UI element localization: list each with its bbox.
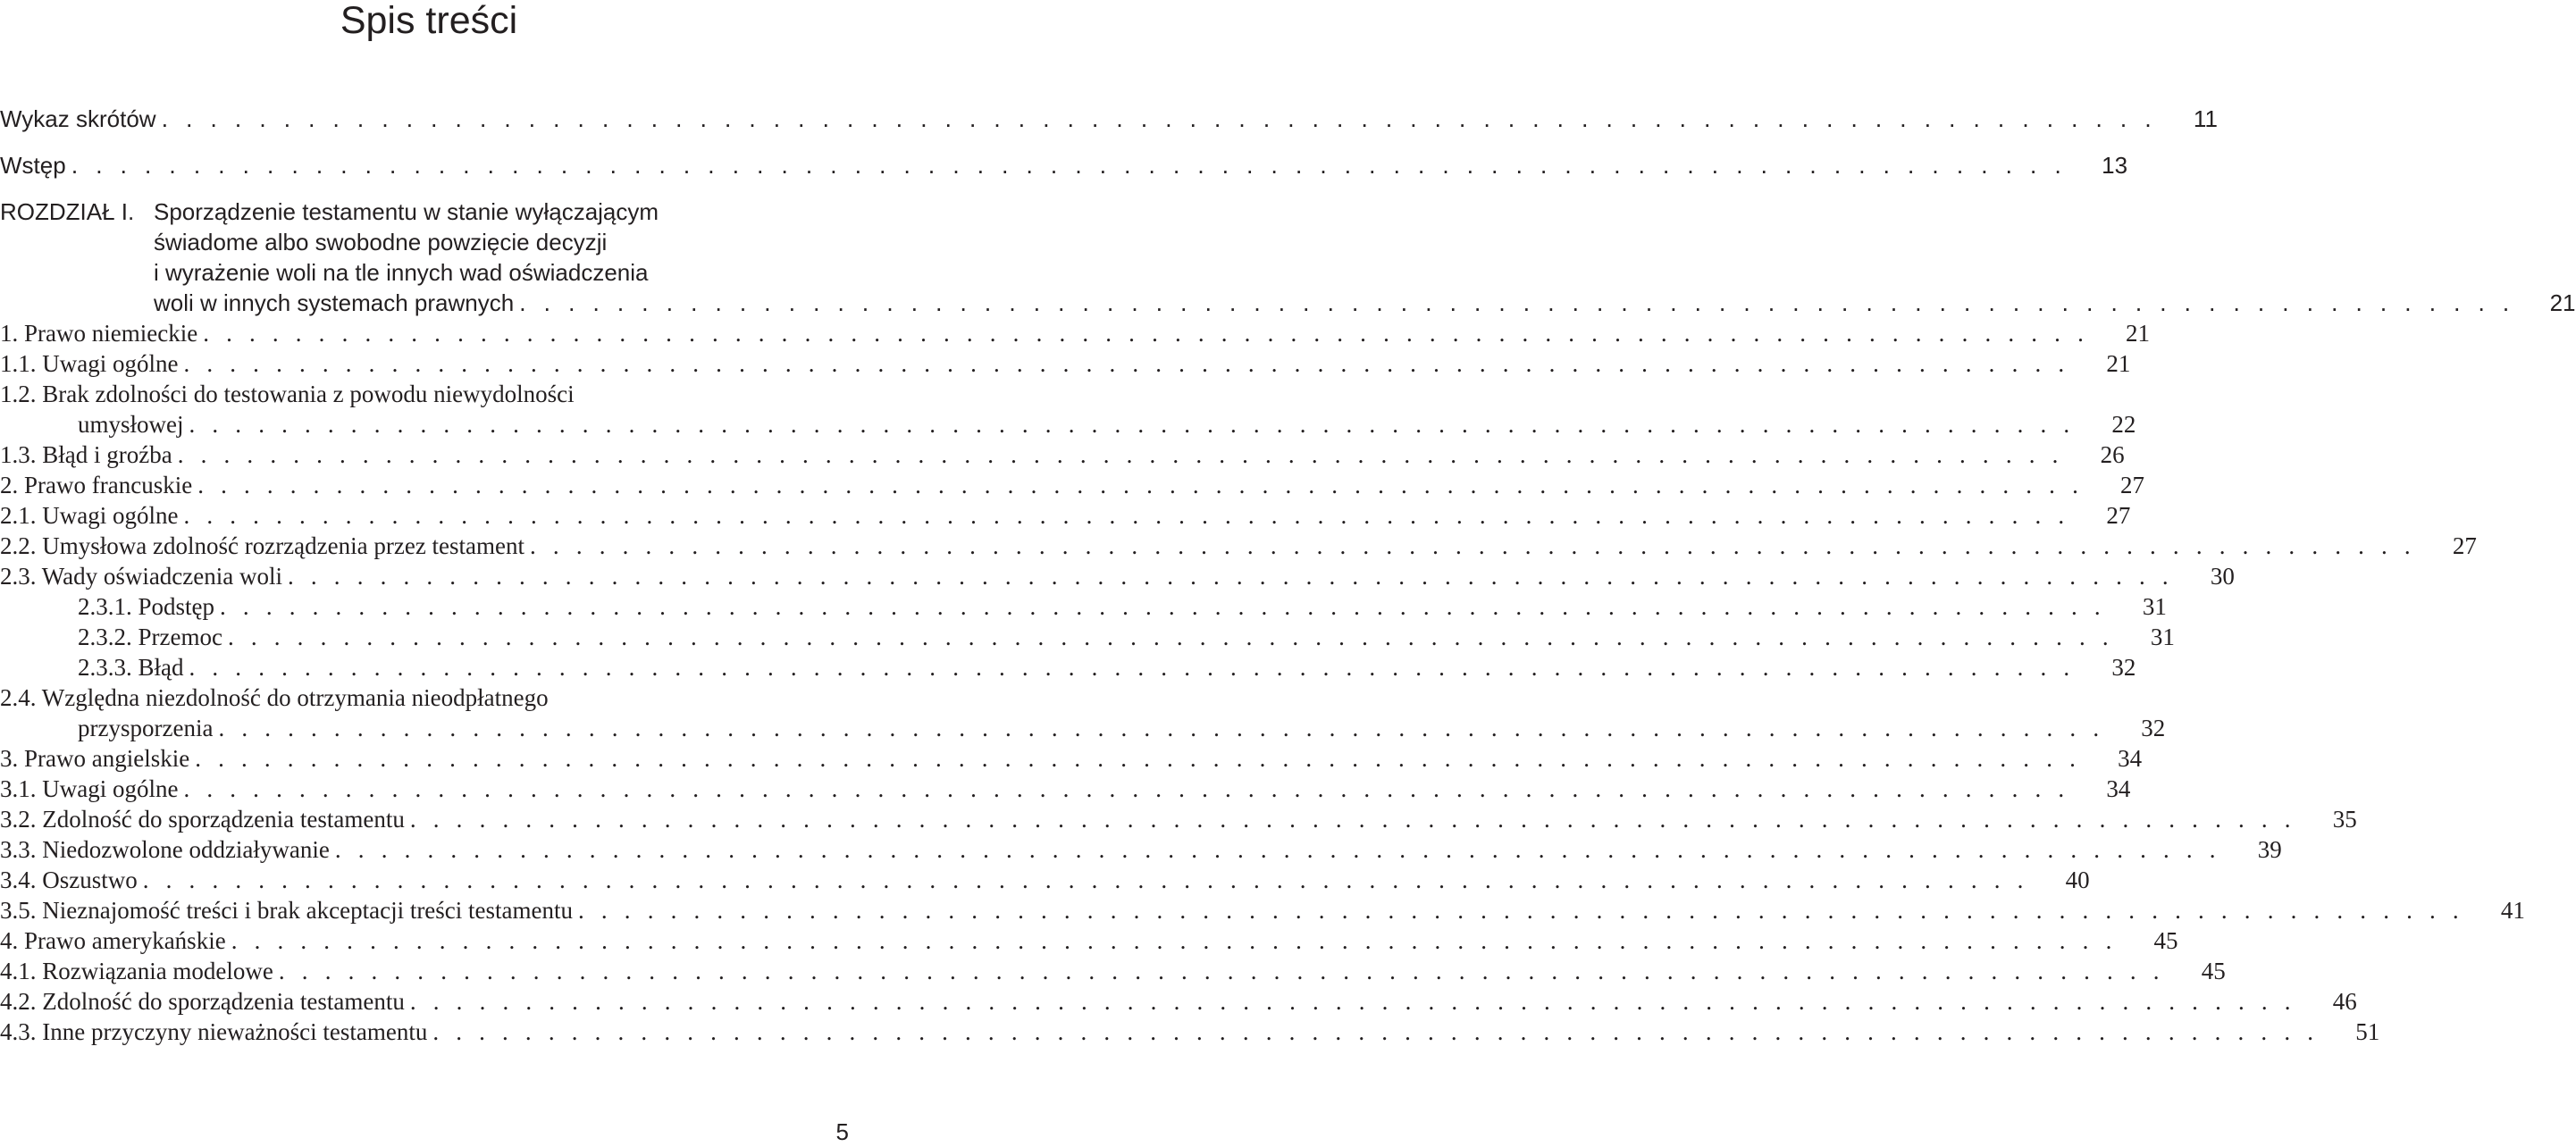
dot-leader: . . . . . . . . . . . . . . . . . . . . . . . . . . . . . . . . . . . . . . . . . . . . . . . . . . . . . . . . . . . . . . . . . . . . . . . . . . . . . . . . . . [142, 867, 2029, 893]
toc-entry-label: 1.2. Brak zdolności do testowania z powodu niewydolności [0, 381, 575, 407]
toc-entry-page: 39 [2257, 836, 2282, 863]
dot-leader: . . . . . . . . . . . . . . . . . . . . . . . . . . . . . . . . . . . . . . . . . . . . . . . . . . . . . . . . . . . . . . . . . . . . . . . . . . . . . . . . . . [189, 411, 2076, 438]
toc-entry-page: 46 [2332, 988, 2357, 1015]
toc-entry-label: 2.3.3. Błąd [78, 654, 184, 681]
toc-entry[interactable] [0, 561, 2235, 591]
toc-entry-label: 1. Prawo niemieckie [0, 320, 198, 347]
dot-leader: . . . . . . . . . . . . . . . . . . . . . . . . . . . . . . . . . . . . . . . . . . . . . . . . . . . . . . . . . . . . . . . . . . . . . . . . . . . . . . . . . . [183, 502, 2070, 529]
toc-entry-line[interactable] [0, 682, 858, 713]
toc-entry-label: 2.3.2. Przemoc [78, 624, 222, 650]
toc-entry-label: 2.3. Wady oświadczenia woli [0, 563, 282, 590]
toc-entry[interactable] [0, 865, 2090, 895]
chapter-prefix: ROZDZIAŁ I. [0, 198, 135, 225]
dot-leader: . . . . . . . . . . . . . . . . . . . . . . . . . . . . . . . . . . . . . . . . . . . . . . . . . . . . . . . . . . . . . . . . . . . . . . . . . . . . . . . . . . [578, 897, 2464, 924]
dot-leader: . . . . . . . . . . . . . . . . . . . . . . . . . . . . . . . . . . . . . . . . . . . . . . . . . . . . . . . . . . . . . . . . . . . . . . . . . . . . . . . . . . [218, 715, 2105, 741]
dot-leader: . . . . . . . . . . . . . . . . . . . . . . . . . . . . . . . . . . . . . . . . . . . . . . . . . . . . . . . . . . . . . . . . . . . . . . . . . . . . . . . . . . [519, 289, 2515, 316]
toc-entry-page: 21 [2106, 350, 2131, 377]
dot-leader: . . . . . . . . . . . . . . . . . . . . . . . . . . . . . . . . . . . . . . . . . . . . . . . . . . . . . . . . . . . . . . . . . . . . . . . . . . . . . . . . . . [432, 1018, 2320, 1045]
toc-entry[interactable] [0, 925, 2178, 956]
toc-entry[interactable] [0, 500, 2131, 531]
dot-leader: . . . . . . . . . . . . . . . . . . . . . . . . . . . . . . . . . . . . . . . . . . . . . . . . . . . . . . . . . . . . . . . . . . . . . . . . . . . . . . . . . . [71, 152, 2068, 179]
toc-entry-line[interactable] [0, 379, 858, 409]
toc-entry[interactable] [0, 834, 2282, 865]
toc-entry[interactable] [0, 531, 2477, 561]
dot-leader: . . . . . . . . . . . . . . . . . . . . . . . . . . . . . . . . . . . . . . . . . . . . . . . . . . . . . . . . . . . . . . . . . . . . . . . . . . . . . . . . . . [195, 745, 2082, 772]
toc-entry-label: 4.1. Rozwiązania modelowe [0, 958, 273, 984]
toc-entry-page: 40 [2065, 867, 2090, 893]
toc-entry[interactable] [0, 622, 2175, 652]
toc-entry-label: 3.5. Nieznajomość treści i brak akceptacji treści testamentu [0, 897, 573, 924]
toc-entry[interactable] [0, 652, 2136, 682]
toc-entry-page: 27 [2106, 502, 2131, 529]
chapter-title-line: woli w innych systemach prawnych [154, 289, 515, 316]
toc-entry-page: 13 [2102, 152, 2128, 179]
toc-entry[interactable] [0, 1017, 2380, 1047]
table-of-contents [0, 104, 2576, 1047]
toc-entry-page: 32 [2141, 715, 2166, 741]
toc-entry[interactable] [0, 774, 2131, 804]
toc-entry-page: 21 [2126, 320, 2151, 347]
toc-entry-page: 11 [2193, 105, 2218, 132]
toc-entry[interactable] [0, 804, 2357, 834]
dot-leader: . . . . . . . . . . . . . . . . . . . . . . . . . . . . . . . . . . . . . . . . . . . . . . . . . . . . . . . . . . . . . . . . . . . . . . . . . . . . . . . . . . [220, 593, 2106, 620]
chapter-heading-line [0, 227, 858, 257]
toc-entry-label: 4.3. Inne przyczyny nieważności testamentu [0, 1018, 428, 1045]
toc-entry[interactable] [0, 440, 2125, 470]
toc-entry-page: 51 [2355, 1018, 2380, 1045]
toc-entry-page: 45 [2153, 927, 2178, 954]
toc-entry-label: 2. Prawo francuskie [0, 472, 193, 498]
dot-leader: . . . . . . . . . . . . . . . . . . . . . . . . . . . . . . . . . . . . . . . . . . . . . . . . . . . . . . . . . . . . . . . . . . . . . . . . . . . . . . . . . . [231, 927, 2118, 954]
toc-entry-page: 21 [2549, 289, 2576, 316]
toc-entry-label: 4.2. Zdolność do sporządzenia testamentu [0, 988, 405, 1015]
page-number: 5 [835, 1118, 849, 1145]
toc-entry-page: 22 [2111, 411, 2136, 438]
toc-entry-label: 3. Prawo angielskie [0, 745, 190, 772]
dot-leader: . . . . . . . . . . . . . . . . . . . . . . . . . . . . . . . . . . . . . . . . . . . . . . . . . . . . . . . . . . . . . . . . . . . . . . . . . . . . . . . . . . [409, 988, 2296, 1015]
toc-entry-label: 1.1. Uwagi ogólne [0, 350, 179, 377]
toc-entry-label: 3.3. Niedozwolone oddziaływanie [0, 836, 330, 863]
toc-entry-page: 31 [2142, 593, 2167, 620]
dot-leader: . . . . . . . . . . . . . . . . . . . . . . . . . . . . . . . . . . . . . . . . . . . . . . . . . . . . . . . . . . . . . . . . . . . . . . . . . . . . . . . . . . [203, 320, 2090, 347]
chapter-title-line: Sporządzenie testamentu w stanie wyłączającym [154, 198, 659, 225]
toc-entry-page: 27 [2452, 532, 2477, 559]
toc-entry[interactable] [0, 713, 2166, 743]
toc-entry-label: 2.1. Uwagi ogólne [0, 502, 179, 529]
toc-entry-label: 2.3.1. Podstęp [78, 593, 215, 620]
toc-entry-page: 26 [2100, 441, 2125, 468]
chapter-title-line: i wyrażenie woli na tle innych wad oświadczenia [154, 259, 649, 286]
toc-entry-label: 1.3. Błąd i groźba [0, 441, 172, 468]
toc-entry-page: 32 [2111, 654, 2136, 681]
toc-entry-label: 4. Prawo amerykańskie [0, 927, 226, 954]
toc-entry[interactable] [0, 743, 2143, 774]
toc-entry-wstep[interactable] [0, 150, 2128, 197]
toc-entry-page: 45 [2201, 958, 2226, 984]
toc-entry-label: 3.4. Oszustwo [0, 867, 138, 893]
toc-entry-label: 3.1. Uwagi ogólne [0, 775, 179, 802]
toc-entry-label: Wykaz skrótów [0, 105, 156, 132]
toc-entry[interactable] [0, 591, 2167, 622]
toc-chapter-1[interactable] [0, 197, 2576, 318]
toc-entry-wykaz-skrotow[interactable] [0, 104, 2218, 150]
chapter-heading-line [0, 197, 858, 227]
chapter-title-line: świadome albo swobodne powzięcie decyzji [154, 229, 608, 255]
toc-entry-label: umysłowej [78, 411, 184, 438]
dot-leader: . . . . . . . . . . . . . . . . . . . . . . . . . . . . . . . . . . . . . . . . . . . . . . . . . . . . . . . . . . . . . . . . . . . . . . . . . . . . . . . . . . [227, 624, 2114, 650]
toc-entry-page: 31 [2150, 624, 2175, 650]
toc-entry[interactable] [0, 895, 2525, 925]
toc-entry-page: 34 [2106, 775, 2131, 802]
dot-leader: . . . . . . . . . . . . . . . . . . . . . . . . . . . . . . . . . . . . . . . . . . . . . . . . . . . . . . . . . . . . . . . . . . . . . . . . . . . . . . . . . . [183, 775, 2070, 802]
toc-entry[interactable] [0, 956, 2226, 986]
toc-entry-label: przysporzenia [78, 715, 214, 741]
dot-leader: . . . . . . . . . . . . . . . . . . . . . . . . . . . . . . . . . . . . . . . . . . . . . . . . . . . . . . . . . . . . . . . . . . . . . . . . . . . . . . . . . . [183, 350, 2070, 377]
toc-entry-page: 41 [2500, 897, 2525, 924]
dot-leader: . . . . . . . . . . . . . . . . . . . . . . . . . . . . . . . . . . . . . . . . . . . . . . . . . . . . . . . . . . . . . . . . . . . . . . . . . . . . . . . . . . [177, 441, 2064, 468]
toc-entry-page: 34 [2118, 745, 2143, 772]
toc-entry-label: 2.2. Umysłowa zdolność rozrządzenia przez testament [0, 532, 525, 559]
toc-entry-label: 3.2. Zdolność do sporządzenia testamentu [0, 806, 405, 833]
chapter-heading-line [0, 257, 858, 288]
toc-entry[interactable] [0, 986, 2357, 1017]
dot-leader: . . . . . . . . . . . . . . . . . . . . . . . . . . . . . . . . . . . . . . . . . . . . . . . . . . . . . . . . . . . . . . . . . . . . . . . . . . . . . . . . . . [197, 472, 2085, 498]
dot-leader: . . . . . . . . . . . . . . . . . . . . . . . . . . . . . . . . . . . . . . . . . . . . . . . . . . . . . . . . . . . . . . . . . . . . . . . . . . . . . . . . . . [530, 532, 2416, 559]
toc-entry-page: 30 [2210, 563, 2235, 590]
dot-leader: . . . . . . . . . . . . . . . . . . . . . . . . . . . . . . . . . . . . . . . . . . . . . . . . . . . . . . . . . . . . . . . . . . . . . . . . . . . . . . . . . . [288, 563, 2174, 590]
toc-entry[interactable] [0, 318, 2151, 348]
dot-leader: . . . . . . . . . . . . . . . . . . . . . . . . . . . . . . . . . . . . . . . . . . . . . . . . . . . . . . . . . . . . . . . . . . . . . . . . . . . . . . . . . . [409, 806, 2296, 833]
toc-entries [0, 318, 2525, 1047]
dot-leader: . . . . . . . . . . . . . . . . . . . . . . . . . . . . . . . . . . . . . . . . . . . . . . . . . . . . . . . . . . . . . . . . . . . . . . . . . . . . . . . . . . [161, 105, 2157, 132]
chapter-heading-last-line [0, 288, 2576, 318]
dot-leader: . . . . . . . . . . . . . . . . . . . . . . . . . . . . . . . . . . . . . . . . . . . . . . . . . . . . . . . . . . . . . . . . . . . . . . . . . . . . . . . . . . [189, 654, 2076, 681]
toc-entry[interactable] [0, 409, 2136, 440]
toc-entry-page: 27 [2120, 472, 2145, 498]
toc-entry[interactable] [0, 348, 2131, 379]
toc-entry-page: 35 [2332, 806, 2357, 833]
dot-leader: . . . . . . . . . . . . . . . . . . . . . . . . . . . . . . . . . . . . . . . . . . . . . . . . . . . . . . . . . . . . . . . . . . . . . . . . . . . . . . . . . . [334, 836, 2221, 863]
toc-entry-label: Wstęp [0, 152, 66, 179]
dot-leader: . . . . . . . . . . . . . . . . . . . . . . . . . . . . . . . . . . . . . . . . . . . . . . . . . . . . . . . . . . . . . . . . . . . . . . . . . . . . . . . . . . [278, 958, 2165, 984]
page-title: Spis treści [340, 0, 518, 42]
toc-entry[interactable] [0, 470, 2145, 500]
toc-entry-label: 2.4. Względna niezdolność do otrzymania nieodpłatnego [0, 684, 549, 711]
